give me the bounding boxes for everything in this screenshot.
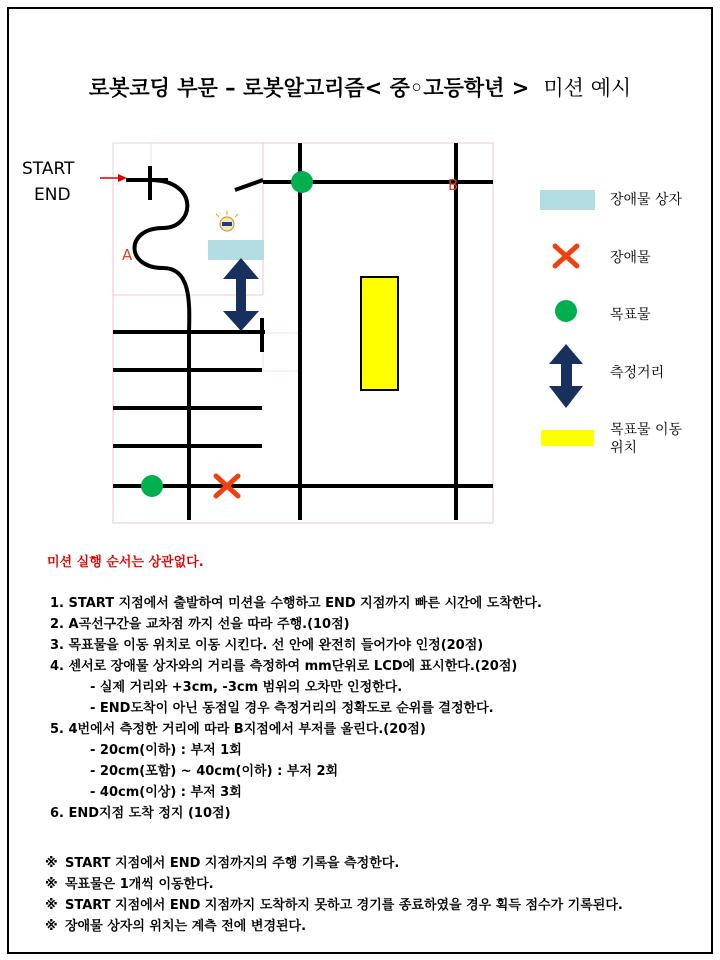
sensor-icon (216, 211, 238, 231)
measure-arrow (223, 258, 259, 331)
rule-1: 1. START 지점에서 출발하여 미션을 수행하고 END 지점까지 빠른 시간에 도착한다. (50, 596, 542, 611)
title-main: 로봇코딩 부문 – 로봇알고리즘< 중◦고등학년 > (88, 76, 530, 100)
rule-4-sub-1: - 실제 거리와 +3cm, -3cm 범위의 오차만 인정한다. (90, 680, 403, 695)
legend-target-position-label: 목표물 이동 위치 (610, 422, 683, 456)
rule-5-sub-3: - 40cm(이상) : 부저 3회 (90, 785, 242, 800)
title-sub: 미션 예시 (543, 76, 632, 100)
note-item: ※ START 지점에서 END 지점까지의 주행 기록을 측정한다. (45, 853, 623, 874)
legend-obstacle-label: 장애물 (610, 250, 651, 266)
course-lines (113, 143, 493, 520)
note-mark: ※ (45, 919, 58, 934)
note-item: ※ 장애물 상자의 위치는 계측 전에 변경된다. (45, 916, 623, 937)
end-label: END (34, 185, 71, 205)
note-mark: ※ (45, 856, 58, 871)
point-b-label: B (448, 176, 459, 194)
legend-obstacle-icon (555, 246, 577, 266)
rule-5-sub-2: - 20cm(포함) ~ 40cm(이하) : 부저 2회 (90, 764, 339, 779)
note-mark: ※ (45, 877, 58, 892)
note-item: ※ 목표물은 1개씩 이동한다. (45, 874, 623, 895)
start-label: START (22, 159, 75, 179)
rule-4: 4. 센서로 장애물 상자와의 거리를 측정하여 mm단위로 LCD에 표시한다.(20점) (50, 659, 518, 674)
target-top (291, 171, 313, 193)
legend-obstacle-box-icon (540, 190, 595, 210)
legend-measure-label: 측정거리 (610, 365, 665, 381)
note-item: ※ START 지점에서 END 지점까지 도착하지 못하고 경기를 종료하였을 경우 획득 점수가 기록된다. (45, 895, 623, 916)
point-a-label: A (122, 246, 133, 264)
grid-faint (113, 143, 301, 371)
notes-list (45, 853, 623, 937)
legend-target-position-icon (541, 430, 594, 446)
legend-measure-icon (549, 344, 583, 408)
obstacle-box (208, 240, 264, 260)
note-mark: ※ (45, 898, 58, 913)
order-notice: 미션 실행 순서는 상관없다. (47, 555, 204, 570)
rule-6: 6. END지점 도착 정지 (10점) (50, 806, 231, 821)
rule-5: 5. 4번에서 측정한 거리에 따라 B지점에서 부저를 울린다.(20점) (50, 722, 426, 737)
target-bottom (141, 475, 163, 497)
target-position (361, 277, 398, 390)
mission-rules (50, 593, 542, 824)
legend-target-icon (555, 300, 577, 322)
rule-3: 3. 목표물을 이동 위치로 이동 시킨다. 선 안에 완전히 들어가야 인정(20점) (50, 638, 484, 653)
rule-4-sub-2: - END도착이 아닌 동점일 경우 측정거리의 정확도로 순위를 결정한다. (90, 701, 494, 716)
rule-5-sub-1: - 20cm(이하) : 부저 1회 (90, 743, 242, 758)
rule-2: 2. A곡선구간을 교차점 까지 선을 따라 주행.(10점) (50, 617, 350, 632)
legend-target-label: 목표물 (610, 307, 651, 323)
legend-obstacle-box-label: 장애물 상자 (610, 192, 683, 208)
